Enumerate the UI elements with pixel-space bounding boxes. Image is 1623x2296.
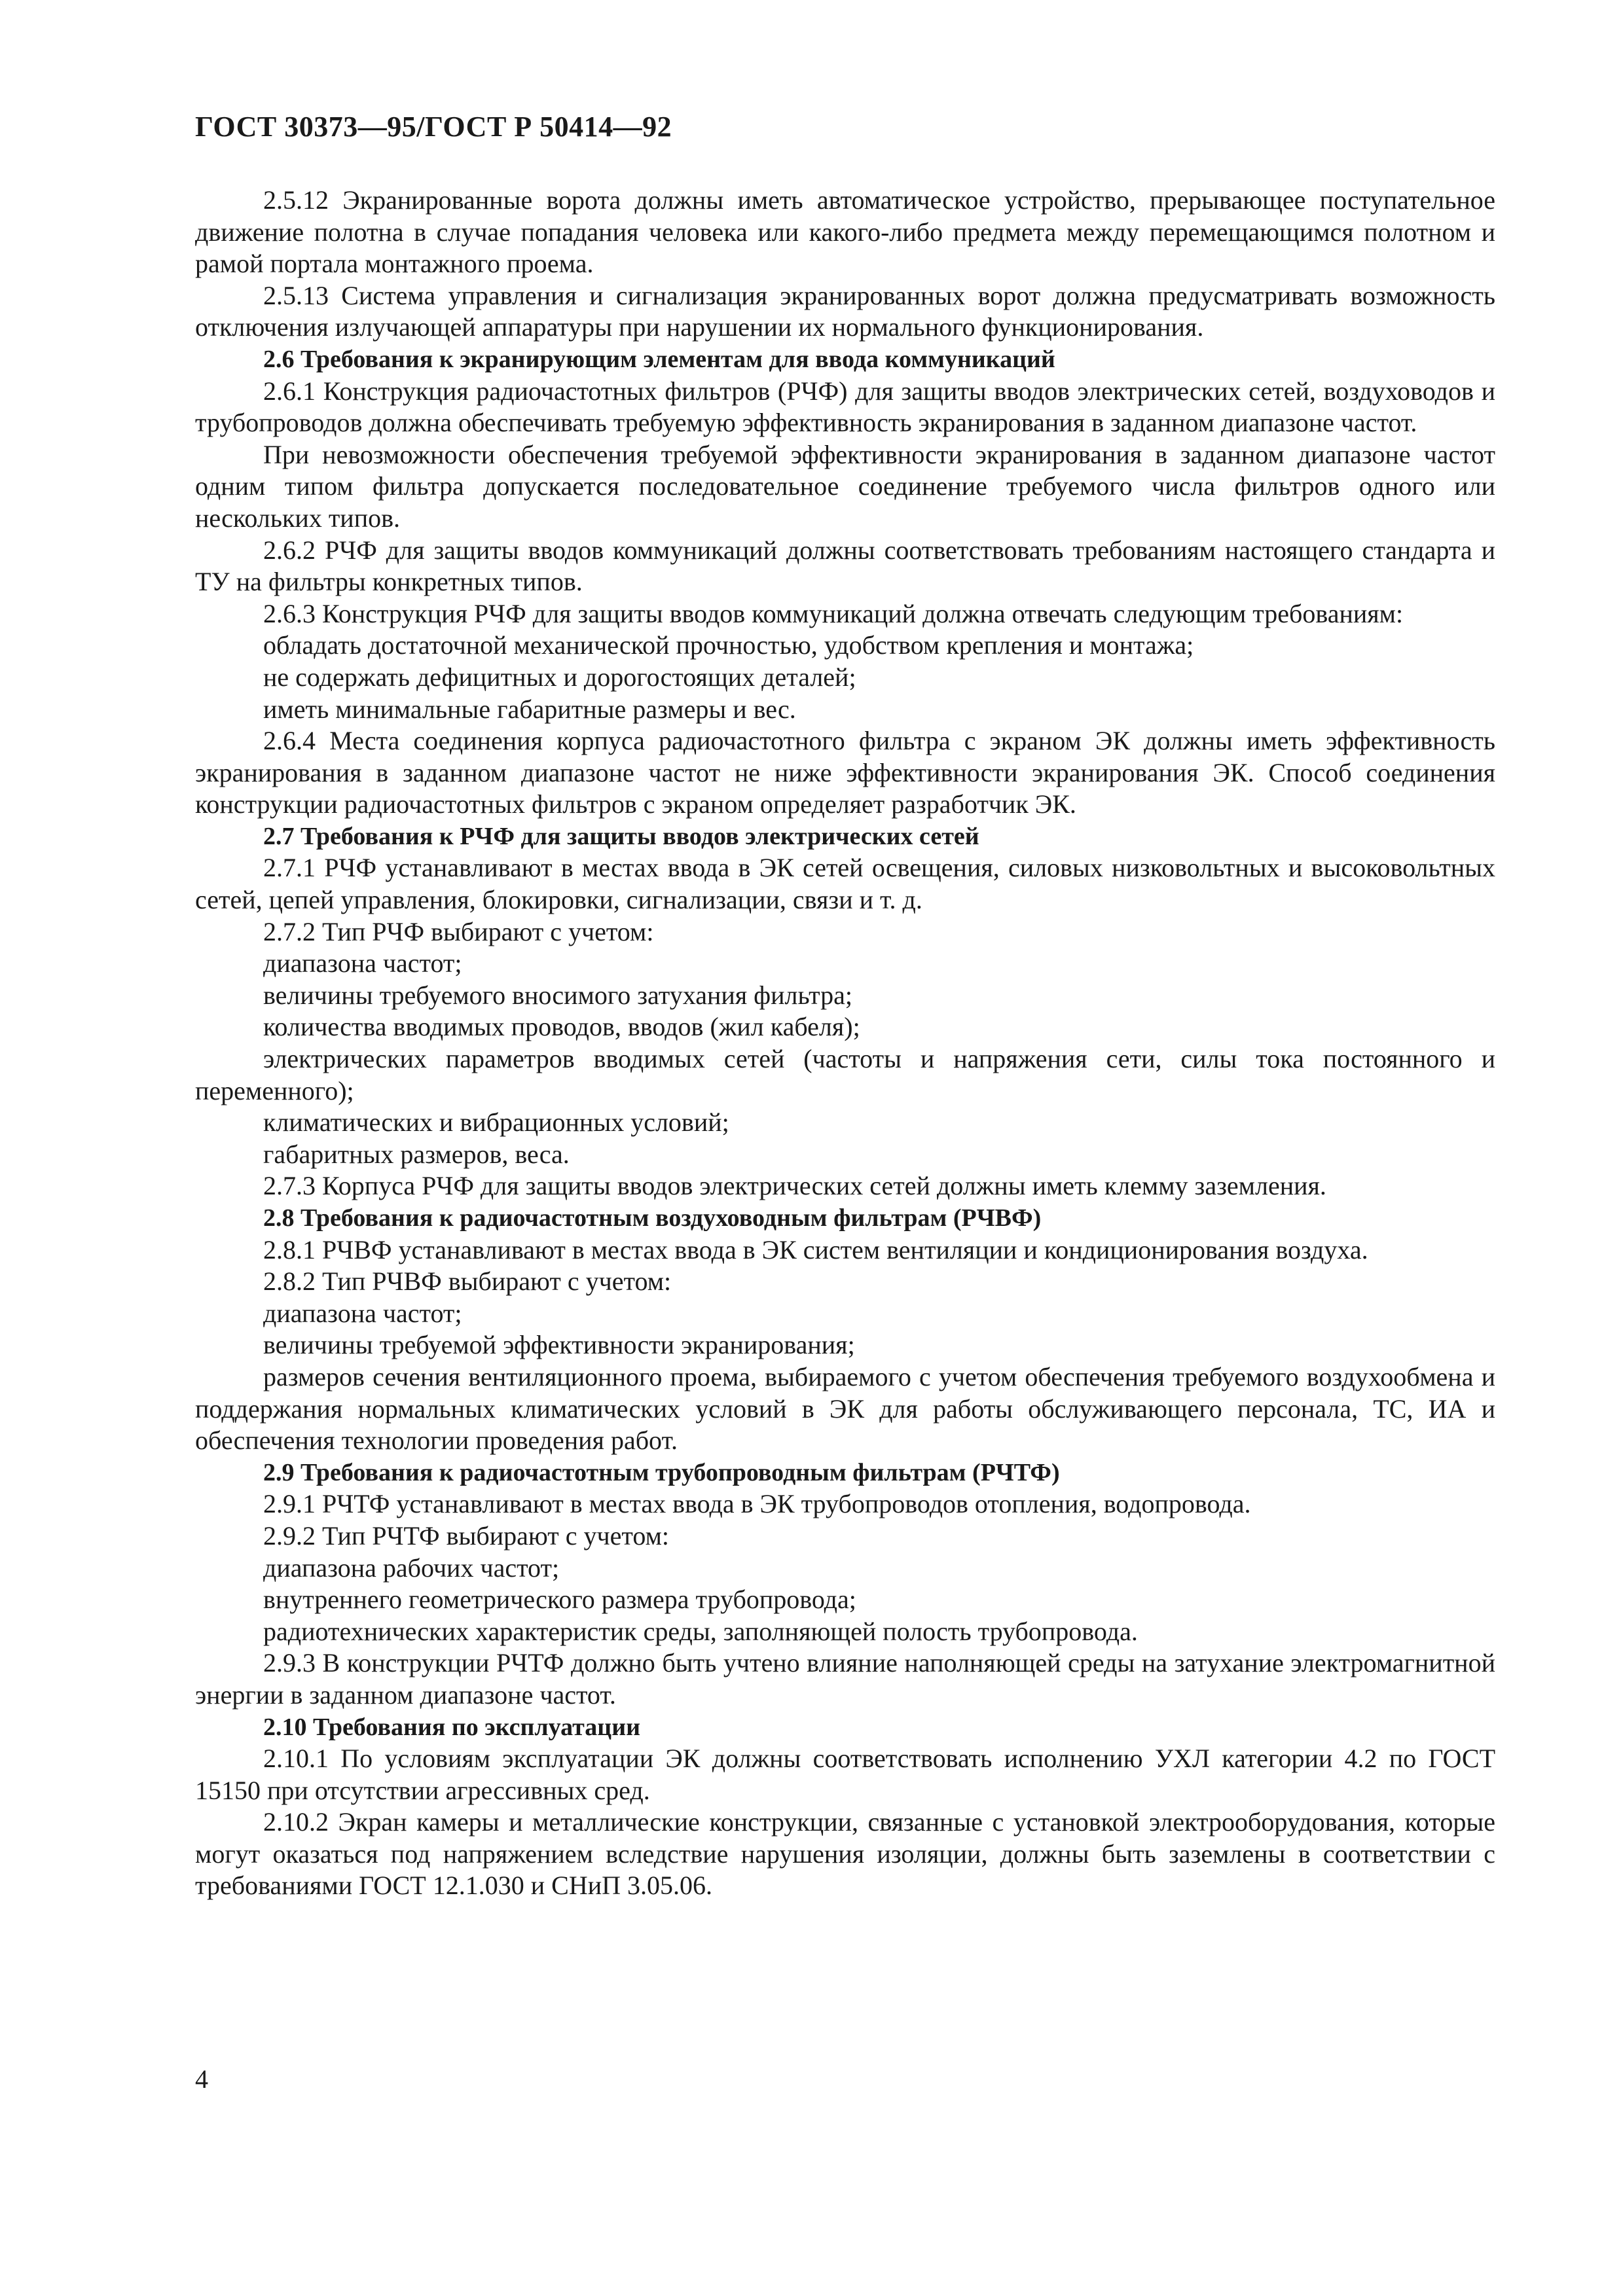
section-heading-2-10: 2.10 Требования по эксплуатации <box>263 1713 640 1741</box>
paragraph-2-5-13: 2.5.13 Система управления и сигнализация экранированных ворот должна предусматривать возможность отключения излучающей аппаратуры при нарушении их нормального функционирования. <box>195 280 1495 342</box>
list-item: не содержать дефицитных и дорогостоящих деталей; <box>263 662 856 692</box>
paragraph-2-6-2: 2.6.2 РЧФ для защиты вводов коммуникаций должны соответствовать требованиям настоящего стандарта и ТУ на фильтры конкретных типов. <box>195 535 1495 597</box>
list-item: количества вводимых проводов, вводов (жил кабеля); <box>263 1012 860 1042</box>
paragraph-2-9-3: 2.9.3 В конструкции РЧТФ должно быть учтено влияние наполняющей среды на затухание электромагнитной энергии в заданном диапазоне частот. <box>195 1648 1495 1710</box>
section-heading-2-6: 2.6 Требования к экранирующим элементам для ввода коммуникаций <box>263 345 1055 373</box>
list-item: диапазона частот; <box>263 948 462 978</box>
paragraph-2-9-1: 2.9.1 РЧТФ устанавливают в местах ввода в ЭК трубопроводов отопления, водопровода. <box>263 1489 1251 1519</box>
list-item: обладать достаточной механической прочностью, удобством крепления и монтажа; <box>263 630 1194 660</box>
paragraph-2-9-2: 2.9.2 Тип РЧТФ выбирают с учетом: <box>263 1520 669 1551</box>
paragraph-2-6-1-note: При невозможности обеспечения требуемой эффективности экранирования в заданном диапазоне частот одним типом фильтра допускается последовательное соединение требуемого числа фильтров одного или нескольких типов. <box>195 439 1495 533</box>
list-item: величины требуемого вносимого затухания фильтра; <box>263 980 852 1010</box>
paragraph-2-6-3: 2.6.3 Конструкция РЧФ для защиты вводов коммуникаций должна отвечать следующим требованиям: <box>263 598 1404 628</box>
document-body <box>195 185 1495 1902</box>
page-number: 4 <box>195 2064 208 2094</box>
paragraph-2-6-4: 2.6.4 Места соединения корпуса радиочастотного фильтра с экраном ЭК должны иметь эффективность экранирования в заданном диапазоне частот не ниже эффективности экранирования ЭК. Способ соединения конструкции радиочастотных фильтров с экраном определяет разработчик ЭК. <box>195 726 1495 819</box>
paragraph-2-8-1: 2.8.1 РЧВФ устанавливают в местах ввода в ЭК систем вентиляции и кондиционирования воздуха. <box>263 1234 1368 1265</box>
list-item: внутреннего геометрического размера трубопровода; <box>263 1585 856 1615</box>
paragraph-2-10-1: 2.10.1 По условиям эксплуатации ЭК должны соответствовать исполнению УХЛ категории 4.2 по ГОСТ 15150 при отсутствии агрессивных сред. <box>195 1744 1495 1805</box>
list-item: габаритных размеров, веса. <box>263 1139 570 1169</box>
paragraph-2-8-2: 2.8.2 Тип РЧВФ выбирают с учетом: <box>263 1266 672 1297</box>
list-item: радиотехнических характеристик среды, заполняющей полость трубопровода. <box>263 1616 1138 1646</box>
list-item: диапазона рабочих частот; <box>263 1552 560 1583</box>
list-item: иметь минимальные габаритные размеры и вес. <box>263 694 796 724</box>
list-item: климатических и вибрационных условий; <box>263 1107 729 1138</box>
list-item: величины требуемой эффективности экранирования; <box>263 1330 855 1360</box>
page-header: ГОСТ 30373—95/ГОСТ Р 50414—92 <box>195 111 672 143</box>
paragraph-2-5-12: 2.5.12 Экранированные ворота должны иметь автоматическое устройство, прерывающее поступательное движение полотна в случае попадания человека или какого-либо предмета между перемещающимся полотном и рамой портала монтажного проема. <box>195 185 1495 279</box>
paragraph-2-7-1: 2.7.1 РЧФ устанавливают в местах ввода в ЭК сетей освещения, силовых низковольтных и высоковольтных сетей, цепей управления, блокировки, сигнализации, связи и т. д. <box>195 853 1495 915</box>
section-heading-2-9: 2.9 Требования к радиочастотным трубопроводным фильтрам (РЧТФ) <box>263 1458 1060 1486</box>
section-heading-2-7: 2.7 Требования к РЧФ для защиты вводов электрических сетей <box>263 822 979 850</box>
list-item: диапазона частот; <box>263 1298 462 1328</box>
list-item: электрических параметров вводимых сетей (частоты и напряжения сети, силы тока постоянного и переменного); <box>195 1044 1495 1105</box>
list-item: размеров сечения вентиляционного проема, выбираемого с учетом обеспечения требуемого воздухообмена и поддержания нормальных климатических условий в ЭК для работы обслуживающего персонала, ТС, ИА и обеспечения технологии проведения работ. <box>195 1361 1495 1456</box>
paragraph-2-7-2: 2.7.2 Тип РЧФ выбирают с учетом: <box>263 916 654 946</box>
paragraph-2-10-2: 2.10.2 Экран камеры и металлические конструкции, связанные с установкой электрооборудования, которые могут оказаться под напряжением вследствие нарушения изоляции, должны быть заземлены в соответствии с требованиями ГОСТ 12.1.030 и СНиП 3.05.06. <box>195 1807 1495 1901</box>
paragraph-2-6-1: 2.6.1 Конструкция радиочастотных фильтров (РЧФ) для защиты вводов электрических сетей, воздуховодов и трубопроводов должна обеспечивать требуемую эффективность экранирования в заданном диапазоне частот. <box>195 376 1495 438</box>
section-heading-2-8: 2.8 Требования к радиочастотным воздуховодным фильтрам (РЧВФ) <box>263 1204 1042 1232</box>
paragraph-2-7-3: 2.7.3 Корпуса РЧФ для защиты вводов электрических сетей должны иметь клемму заземления. <box>263 1171 1326 1201</box>
